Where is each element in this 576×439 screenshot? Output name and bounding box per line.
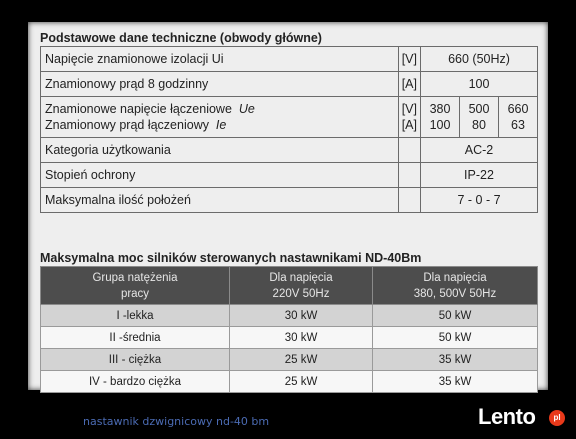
- value: 500: [468, 102, 490, 116]
- cell: 50 kW: [373, 305, 538, 327]
- column-header: [373, 267, 538, 305]
- row-value: 660 (50Hz): [421, 47, 538, 72]
- row-value-grid: [421, 97, 538, 138]
- cell: 35 kW: [373, 349, 538, 371]
- table-row: [41, 97, 538, 138]
- row-label: Napięcie znamionowe izolacji Ui: [41, 47, 399, 72]
- cell: II -średnia: [41, 327, 230, 349]
- symbol: Ie: [215, 118, 227, 132]
- tech-data-table: [40, 46, 538, 213]
- table-row: [41, 138, 538, 163]
- header-line: Grupa natężenia: [92, 271, 178, 284]
- value-col: [421, 97, 459, 137]
- section1-title: Podstawowe dane techniczne (obwody główne): [40, 31, 322, 45]
- cell: 30 kW: [230, 305, 373, 327]
- cell: 50 kW: [373, 327, 538, 349]
- row-label: [41, 97, 399, 138]
- table-row: [41, 72, 538, 97]
- value: 660: [507, 102, 529, 116]
- table-row: [41, 163, 538, 188]
- header-line: pracy: [120, 287, 150, 300]
- value: 380: [429, 102, 451, 116]
- row-unit: [398, 97, 420, 138]
- motor-power-table: [40, 266, 538, 393]
- lento-logo: Lento: [478, 404, 536, 429]
- value: 63: [511, 118, 525, 132]
- column-header: [230, 267, 373, 305]
- row-label: Maksymalna ilość położeń: [41, 188, 399, 213]
- row-label: Znamionowy prąd 8 godzinny: [41, 72, 399, 97]
- spec-sheet: [28, 22, 548, 390]
- table-row: [41, 188, 538, 213]
- label-line: Znamionowe napięcie łączeniowe: [45, 102, 232, 116]
- cell: 30 kW: [230, 327, 373, 349]
- symbol: Ue: [238, 102, 255, 116]
- cell: 35 kW: [373, 371, 538, 393]
- row-label: Kategoria użytkowania: [41, 138, 399, 163]
- unit-line: [V]: [401, 102, 417, 116]
- table-row: [41, 47, 538, 72]
- cell: 25 kW: [230, 349, 373, 371]
- cell: III - ciężka: [41, 349, 230, 371]
- label-line: Znamionowy prąd łączeniowy: [45, 118, 209, 132]
- row-unit: [V]: [398, 47, 420, 72]
- header-line: 220V 50Hz: [272, 287, 330, 300]
- row-value: 100: [421, 72, 538, 97]
- value: 80: [472, 118, 486, 132]
- unit-line: [A]: [401, 118, 417, 132]
- column-header: [41, 267, 230, 305]
- header-line: 380, 500V 50Hz: [413, 287, 497, 300]
- row-label: Stopień ochrony: [41, 163, 399, 188]
- row-value: AC-2: [421, 138, 538, 163]
- table-row: [41, 327, 538, 349]
- header-row: [41, 267, 538, 305]
- pl-badge-icon: pl: [549, 410, 565, 426]
- row-unit: [398, 163, 420, 188]
- table-row: [41, 305, 538, 327]
- header-line: Dla napięcia: [269, 271, 333, 284]
- row-unit: [398, 188, 420, 213]
- image-caption: nastawnik dzwignicowy nd-40 bm: [83, 415, 270, 428]
- section2-title: Maksymalna moc silników sterowanych nastawnikami ND-40Bm: [40, 251, 422, 265]
- cell: IV - bardzo ciężka: [41, 371, 230, 393]
- row-value: 7 - 0 - 7: [421, 188, 538, 213]
- row-unit: [398, 138, 420, 163]
- table-row: [41, 371, 538, 393]
- value-col: [498, 97, 537, 137]
- cell: I -lekka: [41, 305, 230, 327]
- value: 100: [429, 118, 451, 132]
- row-value: IP-22: [421, 163, 538, 188]
- header-line: Dla napięcia: [423, 271, 487, 284]
- value-col: [459, 97, 498, 137]
- row-unit: [A]: [398, 72, 420, 97]
- cell: 25 kW: [230, 371, 373, 393]
- table-row: [41, 349, 538, 371]
